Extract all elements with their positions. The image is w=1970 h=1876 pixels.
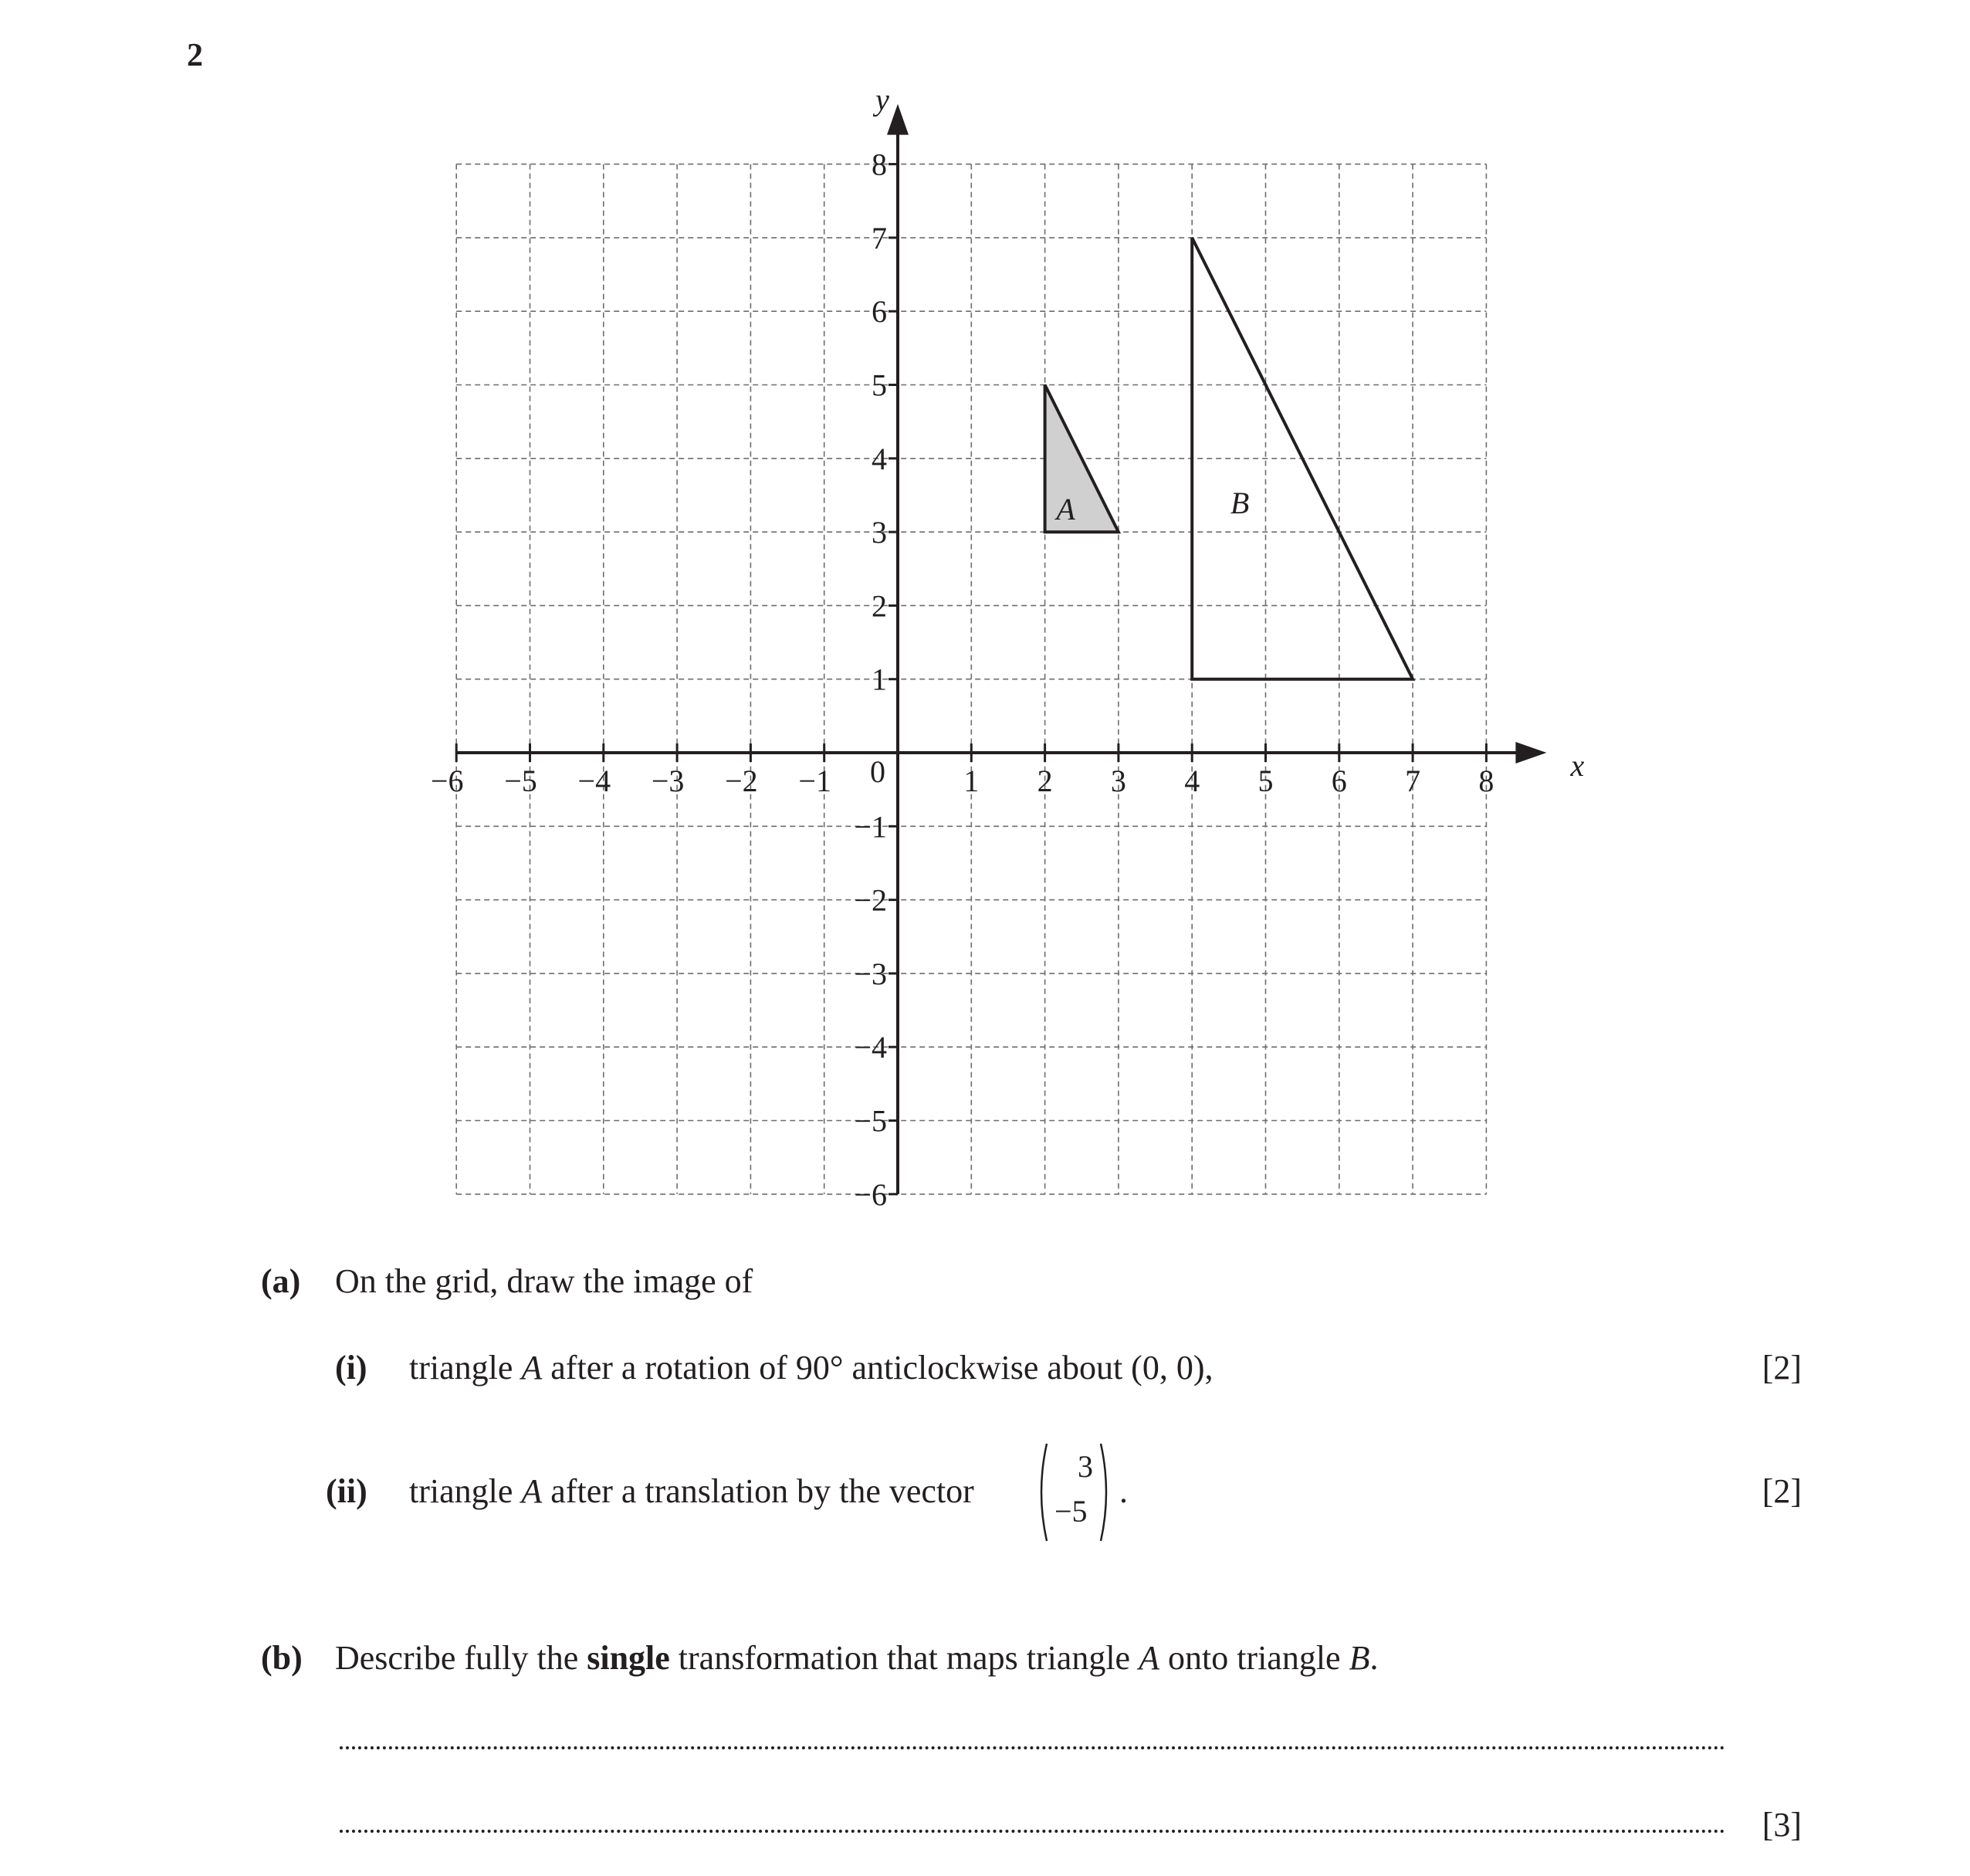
part-a-ii-pre: triangle: [409, 1472, 522, 1510]
y-tick-label: 1: [872, 662, 887, 697]
y-tick-label: 3: [872, 515, 887, 550]
part-a-ii-post: after a translation by the vector: [542, 1472, 974, 1510]
x-tick-label: 7: [1405, 764, 1421, 798]
x-tick-label: 5: [1257, 764, 1274, 798]
part-b-var1: A: [1139, 1639, 1159, 1677]
part-a-label: (a): [261, 1262, 301, 1300]
part-a-i-text: [409, 1351, 1213, 1385]
part-a-ii-label: (ii): [326, 1472, 367, 1510]
part-b-text: [335, 1641, 1378, 1675]
x-tick-label: 2: [1037, 764, 1053, 798]
part-b-pre: Describe fully the: [335, 1639, 587, 1677]
triangle-label-B: B: [1230, 485, 1250, 520]
x-tick-label: −2: [725, 764, 758, 798]
x-tick-label: −3: [651, 764, 685, 798]
part-a-i-marks: [2]: [1762, 1349, 1802, 1387]
y-tick-label: 6: [872, 294, 887, 330]
part-b-label: (b): [261, 1639, 303, 1677]
part-a-i-var: A: [521, 1349, 543, 1387]
y-tick-label: −2: [854, 882, 887, 918]
y-tick-label: 2: [872, 588, 887, 624]
part-b-var2: B: [1349, 1639, 1370, 1677]
y-tick-label: 5: [872, 367, 887, 403]
vector-right-paren: [1098, 1442, 1113, 1542]
question-number: 2: [187, 38, 203, 73]
part-b-end: .: [1369, 1639, 1379, 1677]
x-tick-label: −5: [504, 764, 537, 798]
x-tick-label: −6: [430, 764, 464, 798]
x-tick-label: 4: [1184, 764, 1200, 798]
x-tick-label: 8: [1478, 764, 1494, 798]
x-tick-label: −1: [798, 764, 831, 798]
translation-vector: [1034, 1442, 1119, 1542]
origin-label: 0: [870, 754, 885, 789]
part-b-marks: [3]: [1762, 1806, 1802, 1844]
x-axis-label: x: [1570, 748, 1585, 783]
y-tick-label: −1: [854, 809, 887, 845]
x-tick-label: 3: [1110, 764, 1126, 798]
answer-line-1[interactable]: [340, 1746, 1725, 1749]
part-a-ii-end: .: [1119, 1472, 1128, 1510]
part-b-mid2: onto triangle: [1159, 1639, 1349, 1677]
part-a-i-post: after a rotation of 90° anticlockwise about (0, 0),: [542, 1349, 1213, 1387]
part-a-i-label: (i): [335, 1349, 367, 1387]
part-a-ii-marks: [2]: [1762, 1472, 1802, 1510]
x-axis-arrow: [1515, 742, 1546, 764]
vector-left-paren: [1034, 1442, 1050, 1542]
y-tick-label: −5: [854, 1103, 887, 1139]
x-tick-label: 6: [1331, 764, 1347, 798]
y-axis-label: y: [875, 82, 889, 117]
triangle-label-A: A: [1056, 491, 1075, 527]
triangle-B: [1192, 238, 1413, 679]
part-a-text: On the grid, draw the image of: [335, 1262, 753, 1300]
part-a-ii-var: A: [521, 1472, 543, 1510]
part-b-mid: transformation that maps triangle: [669, 1639, 1139, 1677]
y-tick-label: −4: [854, 1030, 887, 1065]
y-tick-label: 4: [872, 441, 887, 476]
part-a-ii-text: [409, 1472, 974, 1510]
x-tick-label: 1: [963, 764, 980, 798]
vector-bottom: −5: [1054, 1494, 1088, 1529]
vector-top: 3: [1078, 1449, 1093, 1484]
part-a-i-pre: triangle: [409, 1349, 522, 1387]
y-tick-label: 7: [872, 220, 887, 256]
x-tick-label: −4: [577, 764, 611, 798]
part-b-bold: single: [587, 1639, 670, 1677]
answer-line-2[interactable]: [340, 1830, 1725, 1833]
y-tick-label: −3: [854, 956, 887, 991]
y-axis-arrow: [887, 104, 909, 135]
y-tick-label: −6: [854, 1177, 887, 1212]
axes: [456, 104, 1546, 1194]
y-tick-label: 8: [872, 147, 887, 182]
